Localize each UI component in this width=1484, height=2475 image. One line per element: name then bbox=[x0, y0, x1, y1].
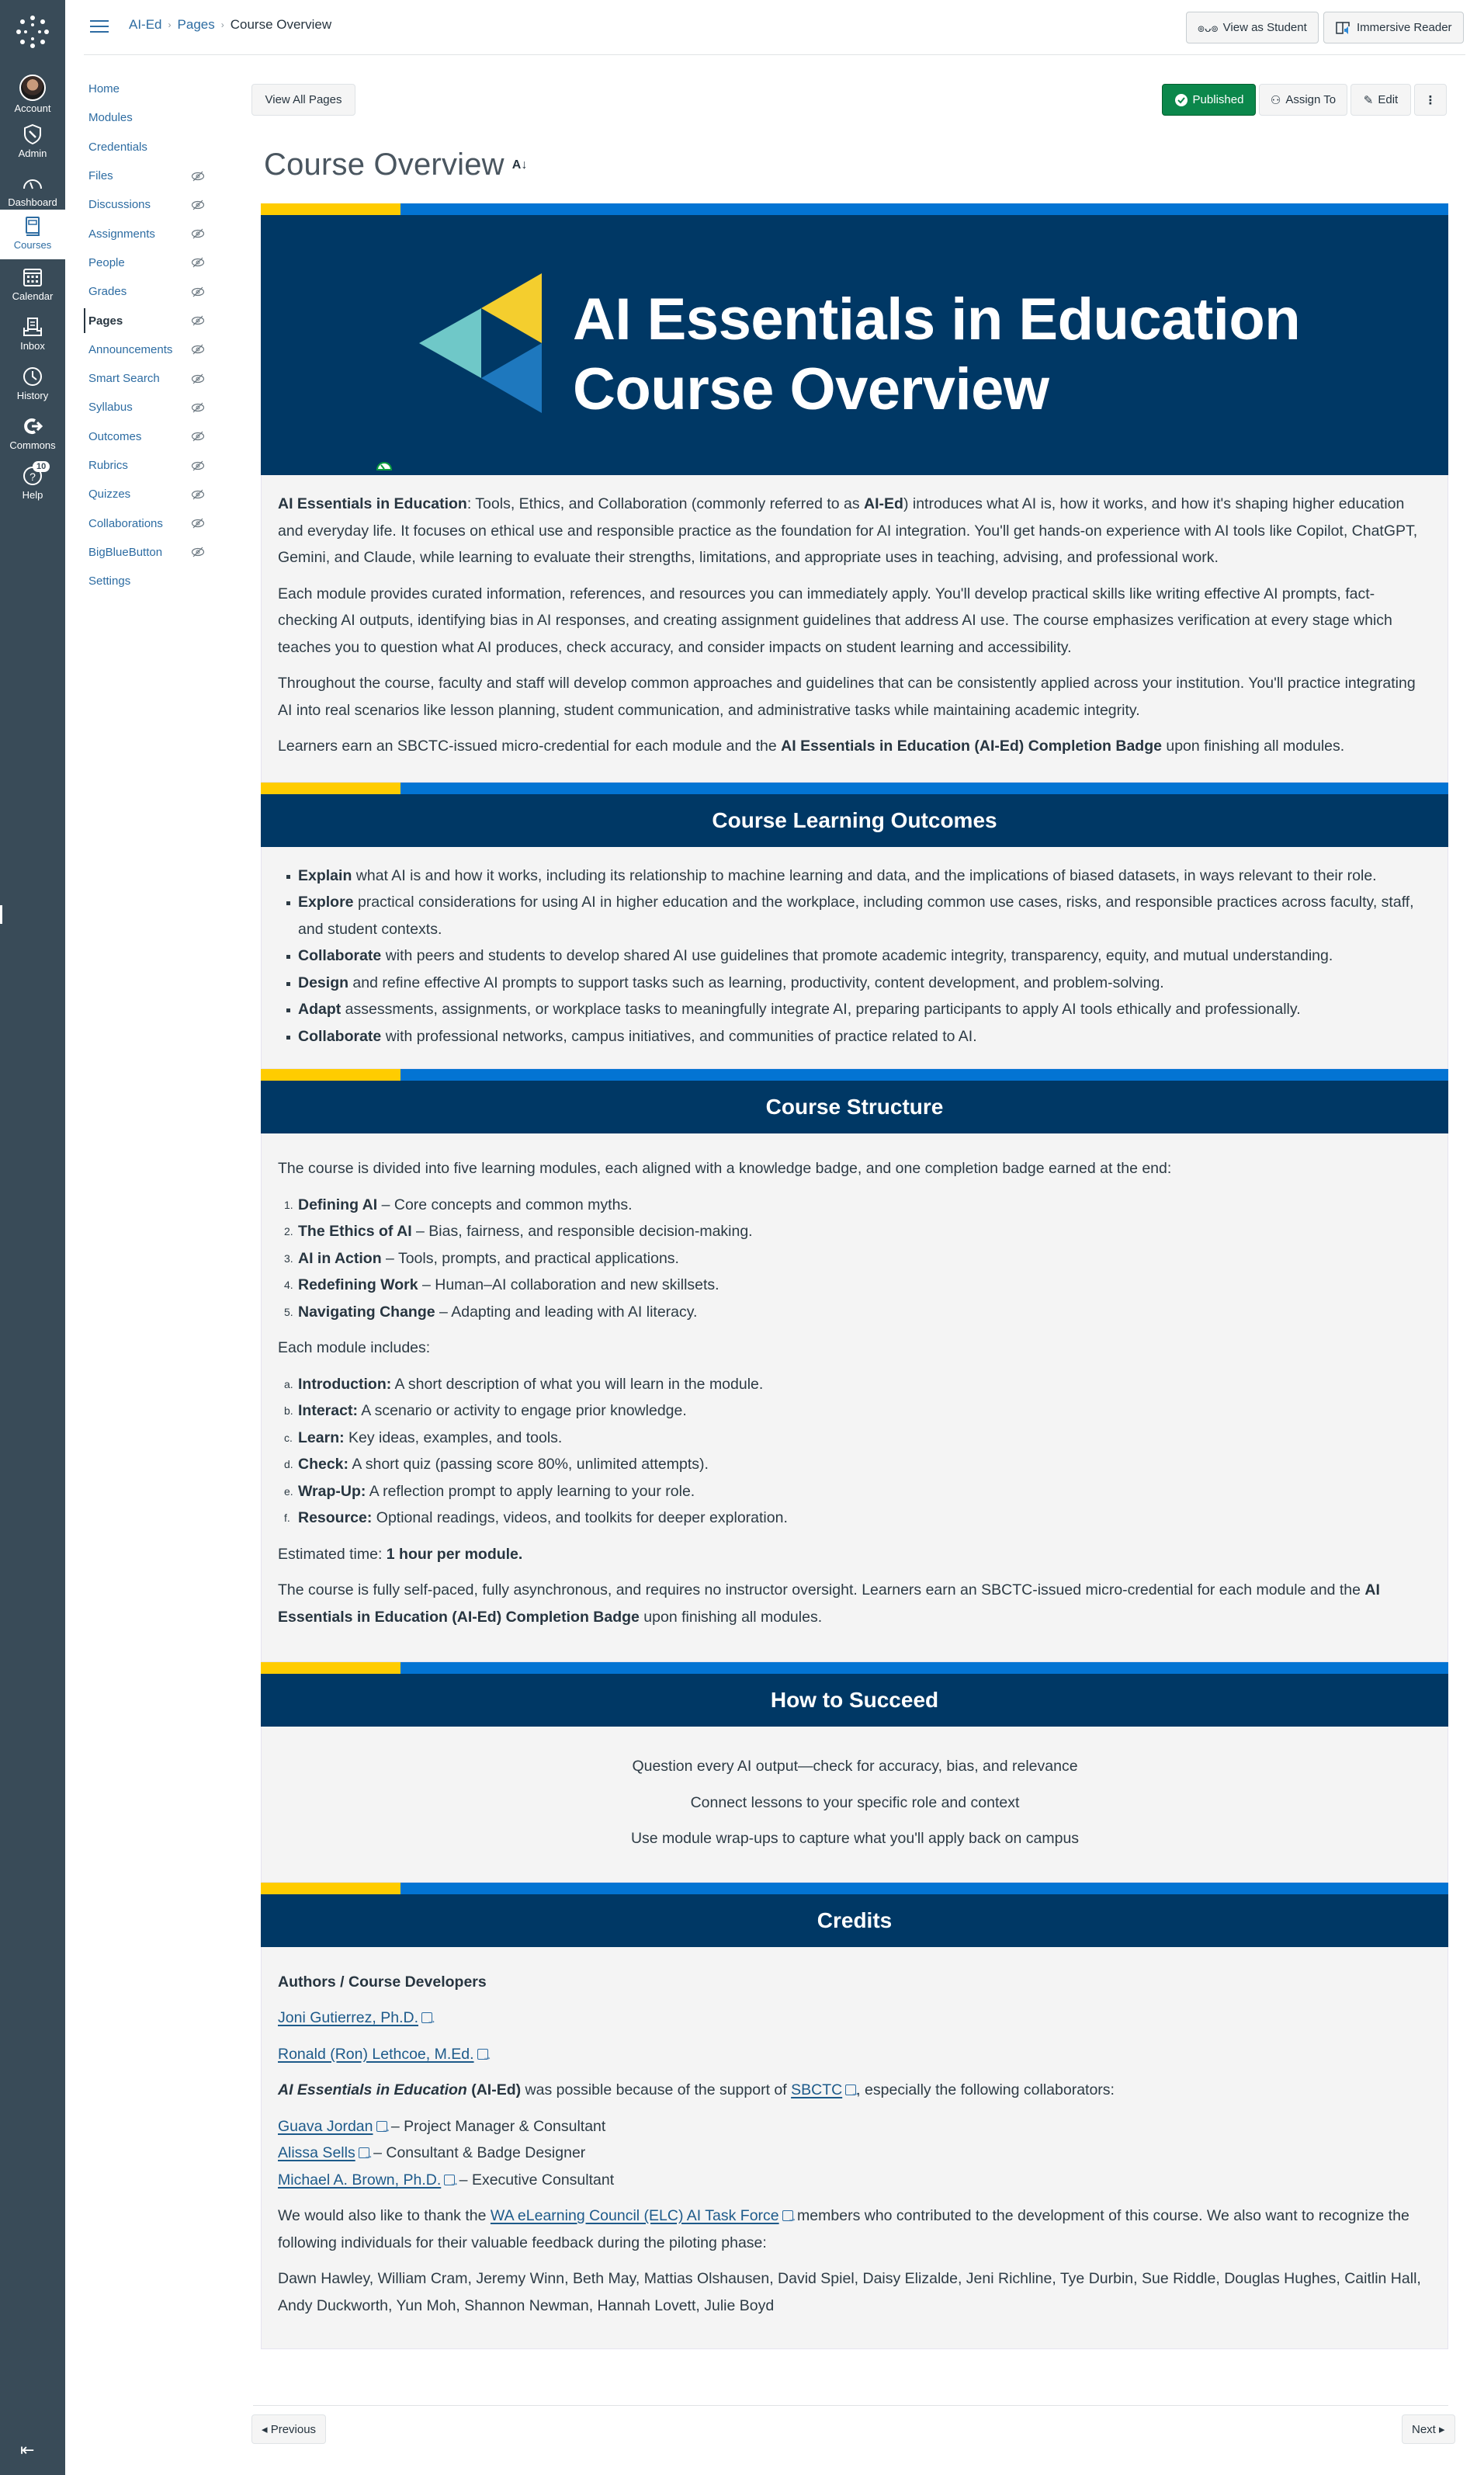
assign-to-button[interactable] bbox=[1259, 84, 1347, 116]
outcome-text: assessments, assignments, or workplace tasks to meaningfully integrate AI, preparing participants to apply AI tools ethically and professionally. bbox=[341, 1001, 1301, 1018]
gnav-calendar[interactable] bbox=[0, 261, 65, 309]
list-item bbox=[278, 1371, 1432, 1398]
module-title: The Ethics of AI bbox=[298, 1223, 412, 1240]
chevron-right-icon: › bbox=[168, 19, 172, 30]
outcome-text: practical considerations for using AI in higher education and the workplace, including common use cases, risks, and responsible practices across faculty, staff, and student contexts. bbox=[298, 894, 1414, 938]
success-tip: Question every AI output—check for accuracy, bias, and relevance bbox=[632, 1758, 1078, 1775]
collaborator-link[interactable]: Guava Jordan bbox=[278, 2117, 373, 2135]
thanks-text: members who contributed to the development of this course. We also want to recognize the following individuals for their valuable feedback during the piloting phase: bbox=[278, 2207, 1409, 2251]
gnav-commons[interactable] bbox=[0, 410, 65, 458]
accent-bar bbox=[261, 1069, 1448, 1081]
module-desc: – Human–AI collaboration and new skillsets. bbox=[418, 1276, 719, 1293]
course-banner bbox=[261, 215, 1448, 475]
eye-hidden-icon bbox=[191, 518, 205, 529]
module-desc: – Core concepts and common myths. bbox=[377, 1196, 633, 1213]
clock-icon bbox=[21, 365, 44, 388]
hamburger-menu-icon[interactable] bbox=[90, 20, 109, 34]
include-desc: Key ideas, examples, and tools. bbox=[344, 1428, 563, 1446]
includes-label: Each module includes: bbox=[278, 1339, 431, 1356]
intro-paragraph: Each module provides curated information, references, and resources you can immediately apply. You'll develop practical skills like writing effective AI prompts, fact-checking AI outputs, identifying bias in AI responses, and creating assignment guidelines that address AI use. The course emphasizes verification at every stage which teaches you to question what AI produces, check accuracy, and consider impacts on student learning and accessibility. bbox=[278, 585, 1392, 656]
course-nav-label: Grades bbox=[88, 285, 127, 299]
include-desc: A short description of what you will learn in the module. bbox=[391, 1375, 764, 1393]
closing-bold: AI Essentials in Education (AI-Ed) Completion Badge bbox=[278, 1581, 1380, 1626]
external-link-icon bbox=[477, 2049, 488, 2060]
list-item bbox=[278, 1451, 1432, 1478]
eye-hidden-icon bbox=[191, 460, 205, 471]
gnav-label: Commons bbox=[9, 439, 56, 451]
course-nav-discussions[interactable] bbox=[88, 190, 213, 219]
list-item bbox=[278, 1397, 1432, 1425]
success-tip: Connect lessons to your specific role and context bbox=[690, 1793, 1020, 1811]
credits-section bbox=[261, 1947, 1448, 2350]
eye-hidden-icon bbox=[191, 228, 205, 239]
intro-paragraph bbox=[278, 491, 1432, 571]
course-nav-label: Rubrics bbox=[88, 459, 128, 472]
eye-hidden-icon bbox=[191, 286, 205, 297]
gnav-label: Inbox bbox=[20, 340, 45, 352]
immersive-reader-button[interactable] bbox=[1323, 12, 1464, 43]
course-nav-label: Syllabus bbox=[88, 401, 133, 415]
ai-alt-text-icon[interactable]: A↓ bbox=[511, 158, 528, 172]
eye-hidden-icon bbox=[191, 200, 205, 210]
section-heading-outcomes: Course Learning Outcomes bbox=[261, 794, 1448, 847]
list-num: d. bbox=[284, 1458, 293, 1470]
eye-hidden-icon bbox=[191, 315, 205, 326]
course-nav-assignments[interactable] bbox=[88, 219, 213, 248]
view-as-student-button[interactable] bbox=[1186, 12, 1319, 43]
eye-hidden-icon bbox=[191, 402, 205, 413]
author-link[interactable]: Joni Gutierrez, Ph.D. bbox=[278, 2009, 418, 2026]
calendar-icon bbox=[21, 266, 44, 289]
avatar bbox=[19, 75, 46, 101]
list-item bbox=[278, 996, 1432, 1023]
breadcrumb-pages[interactable]: Pages bbox=[177, 17, 215, 32]
section-heading-credits: Credits bbox=[261, 1894, 1448, 1947]
include-desc: Optional readings, videos, and toolkits for deeper exploration. bbox=[372, 1509, 788, 1526]
list-item bbox=[278, 863, 1432, 890]
module-title: Navigating Change bbox=[298, 1303, 435, 1321]
course-nav-label: Modules bbox=[88, 111, 133, 125]
previous-button[interactable] bbox=[251, 2414, 326, 2444]
course-nav-label: Credentials bbox=[88, 140, 147, 154]
course-nav-grades[interactable] bbox=[88, 277, 213, 306]
course-nav-label: Settings bbox=[88, 574, 131, 588]
course-nav-label: BigBlueButton bbox=[88, 545, 163, 559]
course-nav-pages[interactable] bbox=[88, 306, 213, 335]
includes-list bbox=[278, 1371, 1432, 1532]
include-title: Wrap-Up: bbox=[298, 1482, 366, 1500]
list-item bbox=[278, 942, 1432, 970]
global-nav bbox=[0, 0, 65, 2475]
external-link-icon bbox=[421, 2012, 432, 2023]
support-statement bbox=[278, 2077, 1432, 2104]
list-item bbox=[278, 889, 1432, 942]
course-nav-home[interactable] bbox=[88, 75, 213, 103]
external-link-icon bbox=[782, 2210, 793, 2221]
list-item bbox=[278, 1272, 1432, 1299]
external-link-icon bbox=[444, 2175, 455, 2185]
list-item bbox=[278, 1023, 1432, 1050]
collaborator bbox=[278, 2167, 1432, 2194]
breadcrumb-current: Course Overview bbox=[230, 17, 332, 32]
include-title: Resource: bbox=[298, 1509, 373, 1526]
page-title-text: Course Overview bbox=[264, 148, 504, 182]
support-text: , especially the following collaborators: bbox=[856, 2081, 1115, 2098]
modules-list bbox=[278, 1192, 1432, 1326]
list-item bbox=[278, 1478, 1432, 1505]
course-nav-settings[interactable] bbox=[88, 567, 213, 595]
gnav-label: Courses bbox=[13, 239, 52, 251]
closing-text: upon finishing all modules. bbox=[639, 1608, 823, 1626]
published-label: Published bbox=[1192, 93, 1244, 106]
published-button[interactable] bbox=[1162, 84, 1256, 116]
course-nav-label: Home bbox=[88, 82, 120, 96]
accent-bar bbox=[261, 1883, 1448, 1894]
time-value: 1 hour per module. bbox=[386, 1545, 523, 1563]
list-item bbox=[278, 1245, 1432, 1272]
check-circle-icon bbox=[1174, 93, 1188, 107]
outcome-text: with peers and students to develop shared AI use guidelines that promote academic integrity, transparency, equity, and mutual understanding. bbox=[381, 947, 1333, 964]
glasses-icon: ๏ᴗ๏ bbox=[1198, 21, 1219, 35]
module-title: Redefining Work bbox=[298, 1276, 418, 1293]
banner-line-1: AI Essentials in Education bbox=[573, 286, 1301, 352]
gnav-label: Help bbox=[22, 489, 43, 501]
intro-paragraph: Throughout the course, faculty and staff will develop common approaches and guidelines that can be consistently applied across your institution. You'll practice integrating AI into real scenarios like lesson planning, student communication, and administrative tasks while maintaining academic integrity. bbox=[278, 675, 1416, 719]
pencil-icon: ✎ bbox=[1363, 93, 1374, 107]
collaborator-role: – Project Manager & Consultant bbox=[387, 2117, 606, 2135]
support-italic: AI Essentials in Education bbox=[278, 2081, 467, 2098]
external-link-icon bbox=[376, 2121, 387, 2132]
structure-section bbox=[261, 1133, 1448, 1662]
list-item bbox=[278, 1505, 1432, 1532]
list-num: 4. bbox=[284, 1279, 293, 1291]
commons-arrow-icon bbox=[21, 415, 44, 438]
view-all-pages-button[interactable] bbox=[251, 84, 355, 116]
thanks-paragraph bbox=[278, 2203, 1432, 2256]
gnav-label: Admin bbox=[18, 148, 47, 159]
svg-text:?: ? bbox=[29, 470, 36, 483]
course-nav-rubrics[interactable] bbox=[88, 451, 213, 480]
sbctc-link[interactable]: SBCTC bbox=[791, 2081, 843, 2098]
include-desc: A reflection prompt to apply learning to your role. bbox=[366, 1482, 695, 1500]
list-num: 1. bbox=[284, 1198, 293, 1211]
course-nav-credentials[interactable] bbox=[88, 133, 213, 161]
course-nav-syllabus[interactable] bbox=[88, 393, 213, 422]
gnav-label: Dashboard bbox=[8, 196, 57, 208]
course-nav-quizzes[interactable] bbox=[88, 480, 213, 509]
outcomes-section bbox=[261, 847, 1448, 1070]
help-badge: 10 bbox=[33, 461, 50, 472]
success-tip: Use module wrap-ups to capture what you'll apply back on campus bbox=[630, 1830, 1080, 1847]
intro-text: ) introduces what AI is, how it works, and how it's shaping higher education and everyday life. It focuses on ethical use and responsible practice as the foundation for AI integration. You'll get hands-on experience with AI tools like Copilot, ChatGPT, Gemini, and Claude, while learning to evaluate their strengths, limitations, and appropriate uses in teaching, advising, and professional work. bbox=[278, 495, 1418, 566]
module-desc: – Tools, prompts, and practical applications. bbox=[381, 1249, 679, 1267]
intro-text: : Tools, Ethics, and Collaboration (commonly referred to as bbox=[466, 495, 865, 512]
list-item bbox=[278, 970, 1432, 997]
module-desc: – Adapting and leading with AI literacy. bbox=[435, 1303, 698, 1321]
collaborator-link[interactable]: Alissa Sells bbox=[278, 2144, 355, 2161]
gnav-inbox[interactable] bbox=[0, 311, 65, 359]
outcome-verb: Collaborate bbox=[298, 1027, 382, 1045]
outcome-verb: Explore bbox=[298, 894, 354, 911]
section-heading-succeed: How to Succeed bbox=[261, 1674, 1448, 1727]
course-nav-people[interactable] bbox=[88, 248, 213, 277]
view-all-pages-label: View All Pages bbox=[265, 93, 342, 106]
course-nav-label: Announcements bbox=[88, 342, 173, 356]
estimated-time bbox=[278, 1541, 1432, 1568]
course-nav-collaborations[interactable] bbox=[88, 509, 213, 537]
list-num: 3. bbox=[284, 1251, 293, 1265]
course-nav-label: People bbox=[88, 255, 125, 269]
include-desc: A short quiz (passing score 80%, unlimited attempts). bbox=[348, 1456, 709, 1473]
accessibility-gauge-icon[interactable] bbox=[376, 457, 393, 471]
course-nav-label: Smart Search bbox=[88, 372, 160, 386]
course-nav-label: Assignments bbox=[88, 227, 155, 241]
module-desc: – Bias, fairness, and responsible decision-making. bbox=[411, 1223, 753, 1240]
intro-bold: AI Essentials in Education bbox=[278, 495, 467, 512]
external-link-icon bbox=[845, 2084, 856, 2095]
outcome-text: with professional networks, campus initiatives, and communities of practice related to AI. bbox=[381, 1027, 977, 1045]
canvas-logo-icon[interactable] bbox=[15, 14, 50, 50]
course-nav-label: Discussions bbox=[88, 198, 151, 212]
include-title: Learn: bbox=[298, 1428, 345, 1446]
next-button[interactable] bbox=[1402, 2414, 1455, 2444]
collapse-left-icon[interactable]: ⇤ bbox=[20, 2440, 35, 2459]
gnav-account[interactable] bbox=[0, 68, 65, 116]
outcome-verb: Design bbox=[298, 974, 349, 991]
external-link-icon bbox=[359, 2147, 369, 2158]
edit-button[interactable] bbox=[1351, 84, 1411, 116]
shield-wrench-icon bbox=[21, 123, 44, 146]
collaborator-link[interactable]: Michael A. Brown, Ph.D. bbox=[278, 2171, 442, 2189]
list-num: b. bbox=[284, 1404, 293, 1417]
eye-hidden-icon bbox=[191, 373, 205, 384]
module-title: AI in Action bbox=[298, 1249, 382, 1267]
book-icon bbox=[21, 214, 44, 238]
outcome-text: and refine effective AI prompts to support tasks such as learning, productivity, content development, and problem-solving. bbox=[348, 974, 1164, 991]
structure-intro: The course is divided into five learning modules, each aligned with a knowledge badge, and one completion badge earned at the end: bbox=[278, 1160, 1172, 1177]
outcome-verb: Collaborate bbox=[298, 947, 382, 964]
succeed-section bbox=[261, 1727, 1448, 1883]
inbox-icon bbox=[21, 315, 44, 338]
accent-bar bbox=[261, 203, 1448, 215]
include-desc: A scenario or activity to engage prior knowledge. bbox=[357, 1402, 687, 1419]
gnav-admin[interactable] bbox=[0, 118, 65, 166]
outcome-verb: Explain bbox=[298, 866, 352, 884]
accent-bar bbox=[261, 783, 1448, 794]
immersive-reader-icon bbox=[1335, 20, 1352, 36]
structure-closing bbox=[278, 1577, 1432, 1630]
page-content bbox=[261, 203, 1448, 2349]
course-nav-bigbluebutton[interactable] bbox=[88, 538, 213, 567]
kebab-menu-icon: ⋮ bbox=[1424, 93, 1437, 107]
eye-hidden-icon bbox=[191, 171, 205, 182]
list-item bbox=[278, 1218, 1432, 1245]
chevron-right-icon: › bbox=[220, 19, 224, 30]
intro-text: upon finishing all modules. bbox=[1161, 738, 1345, 755]
collaborators-list bbox=[278, 2113, 1432, 2194]
collaborator-role: – Consultant & Badge Designer bbox=[369, 2144, 586, 2161]
footer-divider bbox=[253, 2405, 1448, 2406]
top-header bbox=[84, 0, 1465, 55]
include-title: Introduction: bbox=[298, 1375, 392, 1393]
eye-hidden-icon bbox=[191, 344, 205, 355]
list-item bbox=[278, 1192, 1432, 1219]
course-nav-label: Files bbox=[88, 169, 113, 183]
outcome-text: what AI is and how it works, including its relationship to machine learning and data, and the implications of biased datasets, in ways relevant to their role. bbox=[352, 866, 1377, 884]
gnav-history[interactable] bbox=[0, 360, 65, 408]
gnav-courses[interactable] bbox=[0, 210, 65, 259]
include-title: Check: bbox=[298, 1456, 349, 1473]
intro-bold: AI-Ed bbox=[864, 495, 903, 512]
course-nav-smart-search[interactable] bbox=[88, 364, 213, 393]
gnav-help[interactable] bbox=[0, 460, 65, 508]
course-nav-label: Outcomes bbox=[88, 429, 142, 443]
course-nav-label: Quizzes bbox=[88, 488, 131, 502]
view-as-student-label: View as Student bbox=[1222, 21, 1307, 34]
authors-label: Authors / Course Developers bbox=[278, 1973, 487, 1991]
banner-title bbox=[573, 285, 1300, 425]
intro-section bbox=[261, 475, 1448, 783]
eye-hidden-icon bbox=[191, 489, 205, 500]
gnav-label: Account bbox=[14, 102, 51, 114]
collaborator bbox=[278, 2113, 1432, 2140]
collaborator bbox=[278, 2140, 1432, 2167]
outcome-verb: Adapt bbox=[298, 1001, 342, 1018]
list-num: c. bbox=[284, 1431, 293, 1444]
eye-hidden-icon bbox=[191, 547, 205, 557]
support-bold: (AI-Ed) bbox=[466, 2081, 522, 2098]
intro-bold: AI Essentials in Education (AI-Ed) Completion Badge bbox=[781, 738, 1162, 755]
elc-task-force-link[interactable]: WA eLearning Council (ELC) AI Task Force bbox=[490, 2207, 779, 2224]
list-item bbox=[278, 1425, 1432, 1452]
collaborator-role: – Executive Consultant bbox=[455, 2171, 615, 2189]
course-nav-label: Collaborations bbox=[88, 516, 163, 530]
list-num: f. bbox=[284, 1512, 290, 1524]
intro-text: Learners earn an SBCTC-issued micro-credential for each module and the bbox=[278, 738, 782, 755]
breadcrumb-course[interactable]: AI-Ed bbox=[129, 17, 162, 32]
support-text: was possible because of the support of bbox=[521, 2081, 792, 2098]
course-nav bbox=[88, 75, 213, 595]
module-title: Defining AI bbox=[298, 1196, 378, 1213]
edit-label: Edit bbox=[1378, 93, 1399, 106]
course-nav-modules[interactable] bbox=[88, 103, 213, 132]
closing-text: The course is fully self-paced, fully asynchronous, and requires no instructor oversight. Learners earn an SBCTC-issued micro-credential for each module and the bbox=[278, 1581, 1365, 1599]
list-num: a. bbox=[284, 1377, 293, 1390]
intro-paragraph bbox=[278, 733, 1432, 760]
banner-line-2: Course Overview bbox=[573, 356, 1049, 422]
accent-bar bbox=[261, 1662, 1448, 1674]
ai-ed-logo-icon bbox=[419, 273, 543, 417]
gnav-label: History bbox=[16, 390, 49, 401]
list-num: 2. bbox=[284, 1225, 293, 1238]
list-num: e. bbox=[284, 1484, 293, 1498]
list-item bbox=[278, 1299, 1432, 1326]
eye-hidden-icon bbox=[191, 257, 205, 268]
course-nav-outcomes[interactable] bbox=[88, 422, 213, 451]
time-label: Estimated time: bbox=[278, 1545, 387, 1563]
previous-label: ◂ Previous bbox=[262, 2423, 317, 2436]
course-nav-files[interactable] bbox=[88, 161, 213, 190]
immersive-reader-label: Immersive Reader bbox=[1357, 21, 1452, 34]
gnav-dashboard[interactable] bbox=[0, 167, 65, 215]
eye-hidden-icon bbox=[191, 431, 205, 442]
assign-to-label: Assign To bbox=[1285, 93, 1337, 106]
edge-marker bbox=[0, 905, 2, 924]
list-num: 5. bbox=[284, 1305, 293, 1318]
next-label: Next ▸ bbox=[1412, 2423, 1445, 2436]
speedometer-icon bbox=[21, 172, 44, 195]
more-options-button[interactable] bbox=[1414, 84, 1447, 116]
user-lock-icon: ⚇ bbox=[1270, 93, 1281, 107]
course-nav-label: Pages bbox=[88, 314, 123, 328]
gnav-label: Calendar bbox=[12, 290, 54, 302]
include-title: Interact: bbox=[298, 1402, 358, 1419]
outcomes-list bbox=[278, 863, 1432, 1050]
section-heading-structure: Course Structure bbox=[261, 1081, 1448, 1133]
page-title bbox=[264, 148, 528, 182]
reviewers-list: Dawn Hawley, William Cram, Jeremy Winn, Beth May, Mattias Olshausen, David Spiel, Daisy Elizalde, Jeni Richline, Tye Durbin, Sue Riddle, Douglas Hughes, Caitlin Hall, Andy Duckworth, Yun Moh, Shannon Newman, Hannah Lovett, Julie Boyd bbox=[278, 2270, 1421, 2314]
course-nav-announcements[interactable] bbox=[88, 335, 213, 364]
breadcrumb bbox=[129, 17, 331, 33]
author-link[interactable]: Ronald (Ron) Lethcoe, M.Ed. bbox=[278, 2045, 474, 2063]
thanks-text: We would also like to thank the bbox=[278, 2207, 491, 2224]
